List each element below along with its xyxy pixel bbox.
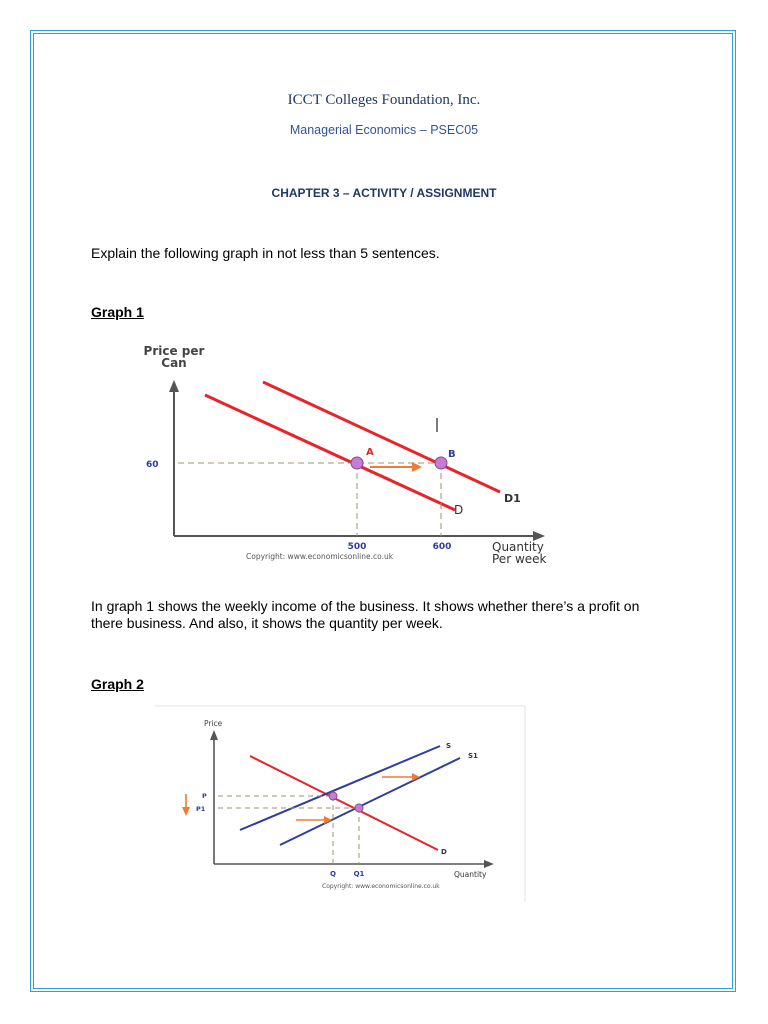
graph2-label-s1: S1 [468,752,478,760]
graph2-y-axis-arrow [210,730,218,740]
graph1-chart [130,340,580,570]
graph1-q-tick-a: 500 [347,542,367,552]
graph2-point-e1 [355,804,363,812]
graph2-q1-tick: Q1 [353,870,365,878]
graph2-ylabel: Price [204,719,223,728]
answer1-line1: In graph 1 shows the weekly income of the business. It shows whether there’s a profit on [91,598,640,614]
graph2-p1-tick: P1 [196,805,206,813]
graph1-heading: Graph 1 [91,304,144,320]
graph2-curve-s [240,746,440,830]
graph1-ylabel-line2: Can [161,356,187,370]
organization-title: ICCT Colleges Foundation, Inc. [287,92,481,108]
graph1-point-a [351,457,363,469]
instruction-text: Explain the following graph in not less than 5 sentences. [91,245,440,261]
graph1-q-tick-b: 600 [432,542,452,552]
graph1-xlabel-line2: Per week [492,552,547,566]
graph2-price-drop-arrowhead [182,807,190,816]
graph1-price-tick: 60 [146,460,159,470]
graph1-label-d1: D1 [504,492,521,505]
graph1-label-a: A [366,447,374,458]
graph2-label-s: S [446,742,452,750]
graph2-xlabel: Quantity [454,870,487,879]
graph2-curve-d [250,756,438,850]
graph2-q-tick: Q [330,870,336,878]
graph2-point-e [329,792,337,800]
graph1-label-d: D [454,503,464,517]
graph1-xlabel-line1: Quantity [492,540,544,554]
chapter-title: CHAPTER 3 – ACTIVITY / ASSIGNMENT [271,186,497,200]
answer1-line2: there business. And also, it shows the quantity per week. [91,615,443,631]
graph1-copyright: Copyright: www.economicsonline.co.uk [246,552,394,561]
graph1-ylabel-line1: Price per [143,344,205,358]
graph1-y-axis-arrow [169,380,179,392]
graph2-label-d: D [441,848,447,856]
course-title: Managerial Economics – PSEC05 [289,123,479,137]
graph1-point-b [435,457,447,469]
graph2-x-axis-arrow [484,860,494,868]
graph1-label-b: B [448,449,456,460]
graph2-heading: Graph 2 [91,676,144,692]
graph2-p-tick: P [202,792,207,800]
graph2-chart [150,700,530,910]
graph2-copyright: Copyright: www.economicsonline.co.uk [322,883,440,890]
